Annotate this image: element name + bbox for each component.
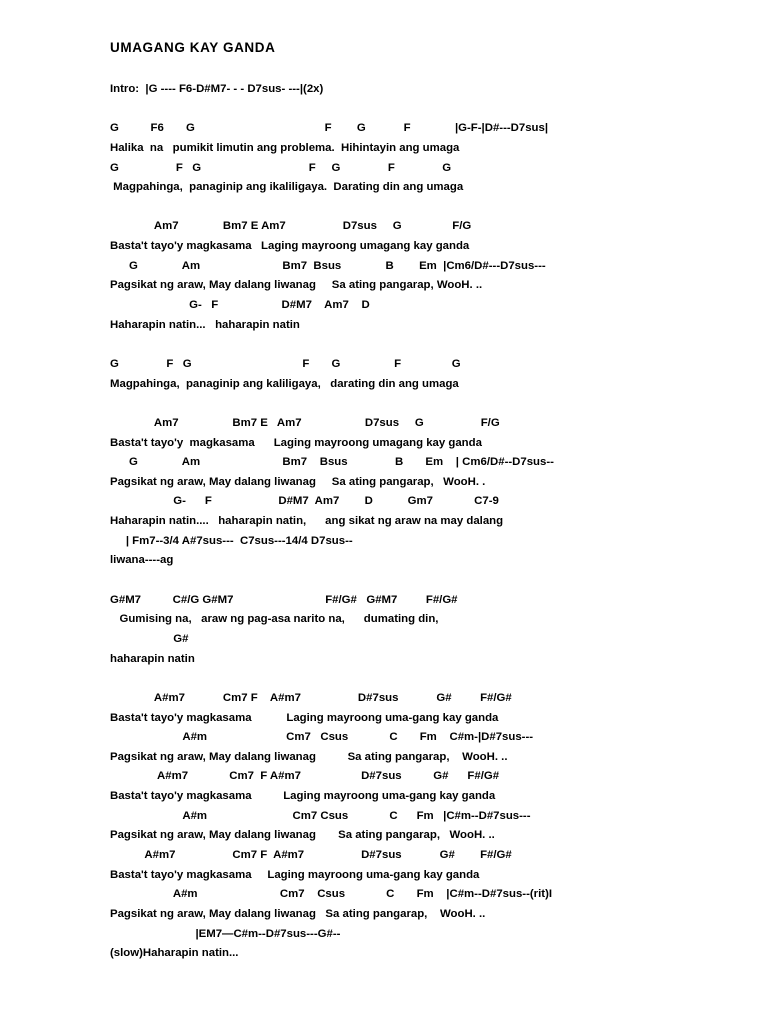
- text-line: G#: [110, 632, 189, 645]
- text-line: Am7 Bm7 E Am7 D7sus G F/G: [110, 416, 500, 429]
- text-line: Basta't tayo'y magkasama Laging mayroong uma-gang kay ganda: [110, 868, 480, 881]
- text-line: Gumising na, araw ng pag-asa narito na, dumating din,: [110, 613, 439, 626]
- text-line: Pagsikat ng araw, May dalang liwanag Sa ating pangarap, WooH. ..: [110, 750, 508, 763]
- text-line: Basta't tayo'y magkasama Laging mayroong umagang kay ganda: [110, 436, 482, 449]
- text-line: Pagsikat ng araw, May dalang liwanag Sa ating pangarap, WooH. ..: [110, 907, 486, 920]
- text-line: G- F D#M7 Am7 D Gm7 C7-9: [110, 495, 499, 508]
- blank-line: [110, 571, 750, 591]
- text-line: G#M7 C#/G G#M7 F#/G# G#M7 F#/G#: [110, 593, 458, 606]
- text-line: Magpahinga, panaginip ang kaliligaya, darating din ang umaga: [110, 377, 459, 390]
- text-line: Haharapin natin... haharapin natin: [110, 318, 300, 331]
- blank-line: [110, 335, 750, 355]
- text-line: A#m Cm7 Csus C Fm C#m-|D#7sus---: [110, 731, 534, 744]
- text-line: Intro: |G ---- F6-D#M7- - - D7sus- ---|(2x): [110, 83, 324, 95]
- text-line: Basta't tayo'y magkasama Laging mayroong uma-gang kay ganda: [110, 790, 496, 803]
- text-line: Basta't tayo'y magkasama Laging mayroong umagang kay ganda: [110, 240, 470, 253]
- text-line: Basta't tayo'y magkasama Laging mayroong uma-gang kay ganda: [110, 711, 499, 724]
- lyrics-and-chords: [110, 80, 750, 964]
- text-line: A#m7 Cm7 F A#m7 D#7sus G# F#/G#: [110, 691, 512, 704]
- text-line: G- F D#M7 Am7 D: [110, 299, 370, 312]
- text-line: A#m Cm7 Csus C Fm |C#m--D#7sus---: [110, 809, 531, 822]
- text-line: G F6 G F G F |G-F-|D#---D7sus|: [110, 122, 549, 135]
- text-line: G F G F G F G: [110, 357, 461, 370]
- blank-line: [110, 669, 750, 689]
- text-line: Am7 Bm7 E Am7 D7sus G F/G: [110, 220, 472, 233]
- blank-line: [110, 394, 750, 414]
- text-line: Pagsikat ng araw, May dalang liwanag Sa ating pangarap, WooH. .: [110, 475, 486, 488]
- text-line: Pagsikat ng araw, May dalang liwanag Sa ating pangarap, WooH. ..: [110, 829, 495, 842]
- text-line: Pagsikat ng araw, May dalang liwanag Sa ating pangarap, WooH. ..: [110, 279, 483, 292]
- text-line: |EM7—C#m--D#7sus---G#--: [110, 927, 341, 940]
- song-title: UMAGANG KAY GANDA: [110, 40, 276, 55]
- text-line: G Am Bm7 Bsus B Em | Cm6/D#--D7sus--: [110, 456, 554, 469]
- text-line: Haharapin natin.... haharapin natin, ang sikat ng araw na may dalang: [110, 515, 504, 528]
- text-line: haharapin natin: [110, 652, 195, 665]
- text-line: A#m Cm7 Csus C Fm |C#m--D#7sus--(rit)I: [110, 888, 553, 901]
- text-line: G F G F G F G: [110, 161, 452, 174]
- text-line: A#m7 Cm7 F A#m7 D#7sus G# F#/G#: [110, 770, 500, 783]
- text-line: (slow)Haharapin natin...: [110, 947, 239, 960]
- text-line: Halika na pumikit limutin ang problema. Hihintayin ang umaga: [110, 141, 460, 154]
- blank-line: [110, 100, 750, 120]
- blank-line: [110, 198, 750, 218]
- text-line: A#m7 Cm7 F A#m7 D#7sus G# F#/G#: [110, 848, 512, 861]
- text-line: G Am Bm7 Bsus B Em |Cm6/D#---D7sus---: [110, 259, 546, 272]
- text-line: | Fm7--3/4 A#7sus--- C7sus---14/4 D7sus--: [110, 534, 353, 547]
- text-line: Magpahinga, panaginip ang ikaliligaya. Darating din ang umaga: [110, 181, 464, 194]
- text-line: liwana----ag: [110, 554, 174, 567]
